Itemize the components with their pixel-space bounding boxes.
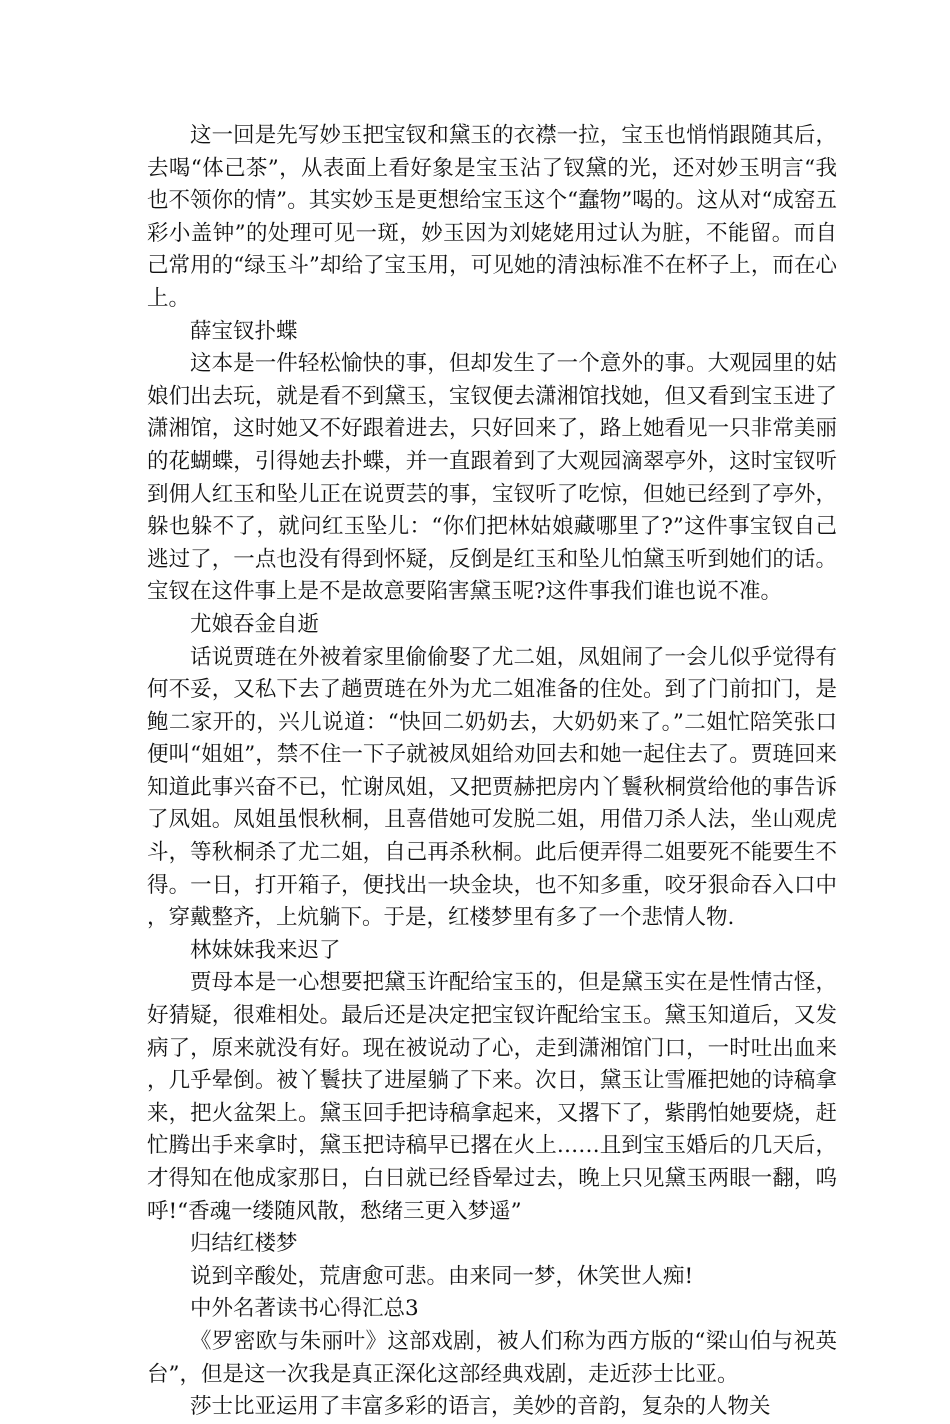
- section-heading-baochai-butterfly: 薛宝钗扑蝶: [190, 318, 298, 344]
- section-heading-lin-meimei: 林妹妹我来迟了: [190, 937, 341, 963]
- paragraph-shakespeare: 莎士比亚运用了丰富多彩的语言，美妙的音韵，复杂的人物关: [190, 1394, 771, 1420]
- document-body: [147, 120, 837, 1424]
- section-heading-conclusion: 归结红楼梦: [190, 1231, 298, 1257]
- section-heading-summary-3: 中外名著读书心得汇总3: [190, 1296, 419, 1322]
- paragraph-you-erjie: 话说贾琏在外被着家里偷偷娶了尤二姐，凤姐闹了一会儿似乎觉得有何不妥，又私下去了趟贾琏在外为尤二姐准备的住处。到了门前扣门，是鲍二家开的，兴儿说道：“快回二奶奶去，大奶奶来了。”二姐忙陪笑张口便叫“姐姐”，禁不住一下子就被凤姐给劝回去和她一起住去了。贾琏回来知道此事兴奋不已，忙谢凤姐，又把贾赫把房内丫鬟秋桐赏给他的事告诉了凤姐。凤姐虽恨秋桐，且喜借她可发脱二姐，用借刀杀人法，坐山观虎斗，等秋桐杀了尤二姐，自己再杀秋桐。此后便弄得二姐要死不能要生不得。一日，打开箱子，便找出一块金块，也不知多重，咬牙狠命吞入口中，穿戴整齐，上炕躺下。于是，红楼梦里有多了一个悲情人物.: [147, 644, 837, 931]
- paragraph-conclusion: 说到辛酸处，荒唐愈可悲。由来同一梦，休笑世人痴!: [190, 1263, 694, 1289]
- paragraph-lin-meimei: 贾母本是一心想要把黛玉许配给宝玉的，但是黛玉实在是性情古怪，好猜疑，很难相处。最后还是决定把宝钗许配给宝玉。黛玉知道后，又发病了，原来就没有好。现在被说动了心，走到潇湘馆门口，一时吐出血来，几乎晕倒。被丫鬟扶了进屋躺了下来。次日，黛玉让雪雁把她的诗稿拿来，把火盆架上。黛玉回手把诗稿拿起来，又撂下了，紫鹃怕她要烧，赶忙腾出手来拿时，黛玉把诗稿早已撂在火上……且到宝玉婚后的几天后，才得知在他成家那日，白日就已经昏晕过去，晚上只见黛玉两眼一翻，呜呼!“香魂一缕随风散，愁绪三更入梦遥”: [147, 970, 837, 1224]
- paragraph-romeo-juliet: 《罗密欧与朱丽叶》这部戏剧，被人们称为西方版的“梁山伯与祝英台”，但是这一次我是真正深化这部经典戏剧，走近莎士比亚。: [147, 1328, 837, 1387]
- paragraph-miaoyu-tea: 这一回是先写妙玉把宝钗和黛玉的衣襟一拉，宝玉也悄悄跟随其后，去喝“体己茶”，从表面上看好象是宝玉沾了钗黛的光，还对妙玉明言“我也不领你的情”。其实妙玉是更想给宝玉这个“蠢物”喝的。这从对“成窑五彩小盖钟”的处理可见一斑，妙玉因为刘姥姥用过认为脏，不能留。而自己常用的“绿玉斗”却给了宝玉用，可见她的清浊标准不在杯子上，而在心上。: [147, 123, 837, 311]
- paragraph-baochai-butterfly: 这本是一件轻松愉快的事，但却发生了一个意外的事。大观园里的姑娘们出去玩，就是看不到黛玉，宝钗便去潇湘馆找她，但又看到宝玉进了潇湘馆，这时她又不好跟着进去，只好回来了，路上她看见一只非常美丽的花蝴蝶，引得她去扑蝶，并一直跟着到了大观园滴翠亭外，这时宝钗听到佣人红玉和坠儿正在说贾芸的事，宝钗听了吃惊，但她已经到了亭外，躲也躲不了，就问红玉坠儿：“你们把林姑娘藏哪里了?”这件事宝钗自己逃过了，一点也没有得到怀疑，反倒是红玉和坠儿怕黛玉听到她们的话。宝钗在这件事上是不是故意要陷害黛玉呢?这件事我们谁也说不准。: [147, 351, 837, 605]
- section-heading-you-erjie: 尤娘吞金自逝: [190, 611, 320, 637]
